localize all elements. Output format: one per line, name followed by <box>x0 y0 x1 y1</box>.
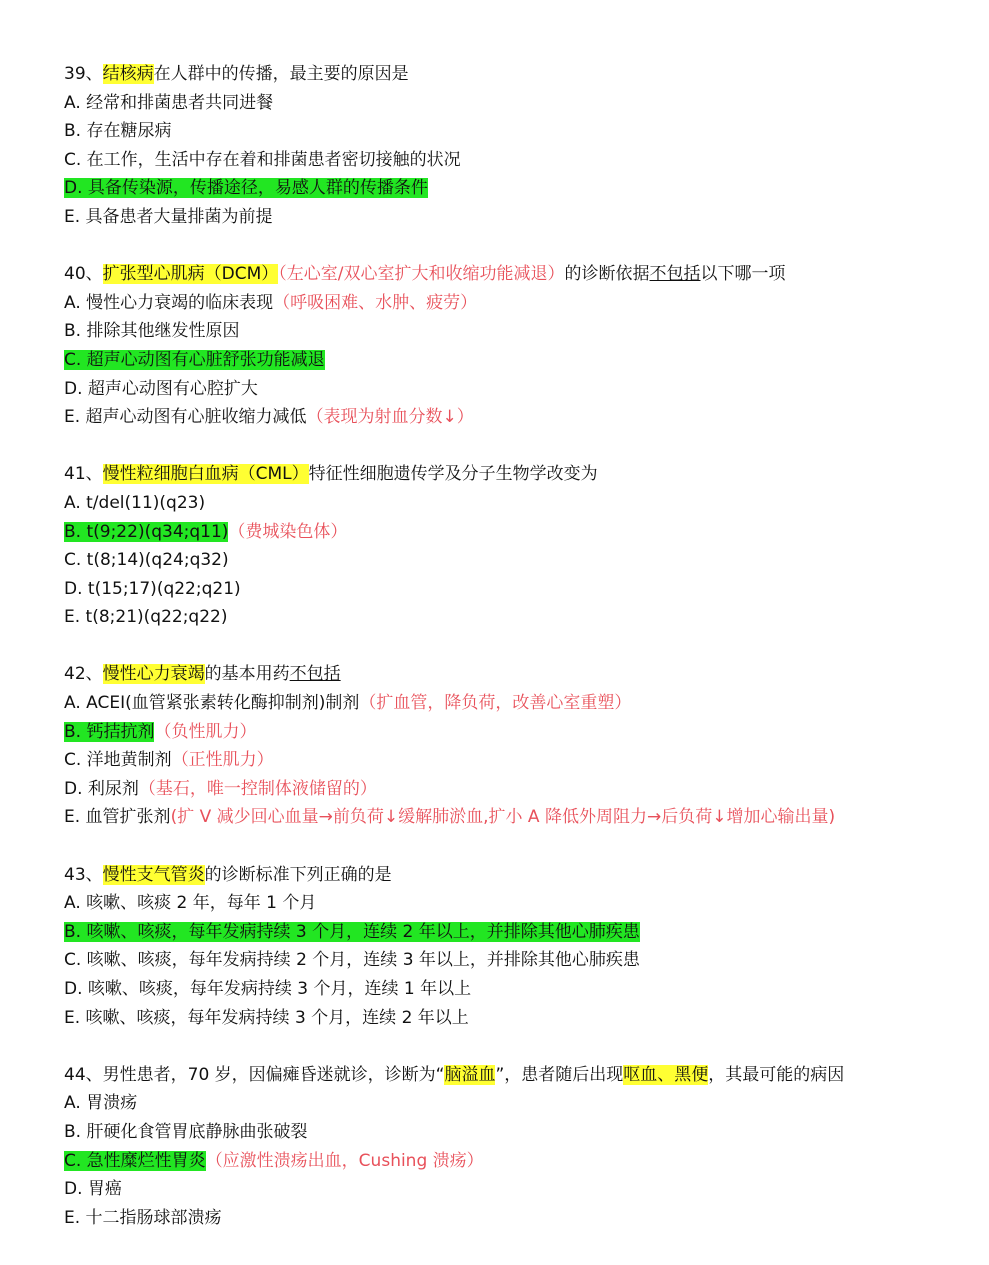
answer-option <box>64 718 964 747</box>
answer-option <box>64 346 964 375</box>
text-segment: E. 超声心动图有心脏收缩力减低 <box>64 407 307 428</box>
answer-option <box>64 803 964 832</box>
answer-option <box>64 1089 964 1118</box>
question-list <box>64 60 964 1261</box>
text-segment: 在人群中的传播，最主要的原因是 <box>153 64 409 84</box>
text-segment: A. 慢性心力衰竭的临床表现 <box>64 292 274 313</box>
annotation-note: （基石，唯一控制体液储留的） <box>138 778 377 799</box>
annotation-note: （费城染色体） <box>228 521 348 542</box>
text-segment: 41、 <box>64 464 103 485</box>
correct-answer-highlight: D. 具备传染源，传播途径，易感人群的传播条件 <box>64 178 428 199</box>
underlined-keyword: 不包括 <box>649 264 701 285</box>
text-segment: C. 咳嗽、咳痰，每年发病持续 2 个月，连续 3 年以上，并排除其他心肺疾患 <box>64 950 640 971</box>
keyword-highlight: 慢性粒细胞白血病（CML） <box>102 464 309 485</box>
text-segment: 以下哪一项 <box>700 264 786 285</box>
text-segment: D. 咳嗽、咳痰，每年发病持续 3 个月，连续 1 年以上 <box>64 979 472 999</box>
answer-option <box>64 403 964 432</box>
annotation-note: （正性肌力） <box>171 750 274 771</box>
annotation-note: （表现为射血分数↓） <box>306 407 474 428</box>
text-segment: E. 血管扩张剂 <box>64 807 171 828</box>
keyword-highlight: 慢性心力衰竭 <box>102 664 205 685</box>
correct-answer-highlight: B. t(9;22)(q34;q11) <box>64 521 229 542</box>
text-segment: 44、男性患者，70 岁，因偏瘫昏迷就诊，诊断为“ <box>64 1064 445 1085</box>
text-segment: A. 胃溃疡 <box>64 1093 138 1114</box>
question-block <box>64 861 964 1033</box>
question-stem <box>64 660 964 689</box>
text-segment: ，其最可能的病因 <box>708 1064 845 1085</box>
answer-option <box>64 518 964 547</box>
answer-option <box>64 174 964 203</box>
text-segment: 的诊断依据 <box>564 264 650 285</box>
text-segment: 43、 <box>64 864 103 885</box>
answer-option <box>64 289 964 318</box>
correct-answer-highlight: B. 钙拮抗剂 <box>64 721 155 742</box>
text-segment: ”，患者随后出现 <box>495 1064 624 1085</box>
keyword-highlight: 扩张型心肌病（DCM） <box>102 264 279 285</box>
answer-option <box>64 317 964 346</box>
answer-option <box>64 375 964 404</box>
answer-option <box>64 575 964 604</box>
annotation-note: （左心室/双心室扩大和收缩功能减退） <box>278 264 565 285</box>
text-segment: D. t(15;17)(q22;q21) <box>64 578 241 599</box>
correct-answer-highlight: C. 急性糜烂性胃炎 <box>64 1150 206 1171</box>
answer-option <box>64 775 964 804</box>
question-block <box>64 460 964 632</box>
answer-option <box>64 1175 964 1204</box>
correct-answer-highlight: C. 超声心动图有心脏舒张功能减退 <box>64 349 325 370</box>
answer-option <box>64 1004 964 1033</box>
text-segment: E. 具备患者大量排菌为前提 <box>64 206 273 227</box>
answer-option <box>64 1147 964 1176</box>
annotation-note: （负性肌力） <box>154 721 257 742</box>
answer-option <box>64 1118 964 1147</box>
text-segment: D. 超声心动图有心腔扩大 <box>64 378 258 399</box>
text-segment: E. 咳嗽、咳痰，每年发病持续 3 个月，连续 2 年以上 <box>64 1007 469 1028</box>
text-segment: C. 在工作，生活中存在着和排菌患者密切接触的状况 <box>64 149 461 170</box>
answer-option <box>64 146 964 175</box>
text-segment: E. 十二指肠球部溃疡 <box>64 1207 222 1228</box>
text-segment: 40、 <box>64 264 103 285</box>
annotation-note: (扩 V 减少回心血量→前负荷↓缓解肺淤血,扩小 A 降低外周阻力→后负荷↓增加心输出量) <box>170 807 836 828</box>
answer-option <box>64 946 964 975</box>
annotation-note: （扩血管，降负荷，改善心室重塑） <box>359 693 632 714</box>
answer-option <box>64 689 964 718</box>
text-segment: A. ACEI(血管紧张素转化酶抑制剂)制剂 <box>64 693 360 714</box>
question-stem <box>64 1061 964 1090</box>
question-stem <box>64 460 964 489</box>
question-stem <box>64 861 964 890</box>
text-segment: A. 咳嗽、咳痰 2 年，每年 1 个月 <box>64 893 317 914</box>
text-segment: B. 存在糖尿病 <box>64 121 172 142</box>
text-segment: A. t/del(11)(q23) <box>64 492 206 513</box>
keyword-highlight: 慢性支气管炎 <box>102 864 205 885</box>
answer-option <box>64 546 964 575</box>
text-segment: C. t(8;14)(q24;q32) <box>64 550 229 571</box>
annotation-note: （应激性溃疡出血，Cushing 溃疡） <box>205 1150 484 1171</box>
text-segment: 的诊断标准下列正确的是 <box>204 864 392 885</box>
text-segment: E. t(8;21)(q22;q22) <box>64 607 228 628</box>
answer-option <box>64 1204 964 1233</box>
text-segment: B. 排除其他继发性原因 <box>64 321 240 342</box>
text-segment: 特征性细胞遗传学及分子生物学改变为 <box>308 464 598 485</box>
text-segment: 39、 <box>64 64 103 84</box>
text-segment: C. 洋地黄制剂 <box>64 750 172 771</box>
answer-option <box>64 746 964 775</box>
text-segment: 的基本用药 <box>204 664 290 685</box>
text-segment: 42、 <box>64 664 103 685</box>
answer-option <box>64 203 964 232</box>
question-block <box>64 660 964 832</box>
keyword-highlight: 结核病 <box>102 64 154 84</box>
text-segment: D. 利尿剂 <box>64 778 139 799</box>
answer-option <box>64 117 964 146</box>
text-segment: B. 肝硬化食管胃底静脉曲张破裂 <box>64 1121 308 1142</box>
answer-option <box>64 489 964 518</box>
answer-option <box>64 889 964 918</box>
underlined-keyword: 不包括 <box>289 664 341 685</box>
keyword-highlight: 呕血、黑便 <box>623 1064 709 1085</box>
question-block <box>64 260 964 432</box>
text-segment: D. 胃癌 <box>64 1179 122 1200</box>
answer-option <box>64 918 964 947</box>
keyword-highlight: 脑溢血 <box>444 1064 496 1085</box>
question-stem <box>64 60 964 89</box>
correct-answer-highlight: B. 咳嗽、咳痰，每年发病持续 3 个月，连续 2 年以上，并排除其他心肺疾患 <box>64 921 640 942</box>
question-block <box>64 1061 964 1233</box>
answer-option <box>64 603 964 632</box>
answer-option <box>64 89 964 118</box>
question-block <box>64 60 964 232</box>
text-segment: A. 经常和排菌患者共同进餐 <box>64 92 274 113</box>
question-stem <box>64 260 964 289</box>
answer-option <box>64 975 964 1004</box>
annotation-note: （呼吸困难、水肿、疲劳） <box>273 292 478 313</box>
